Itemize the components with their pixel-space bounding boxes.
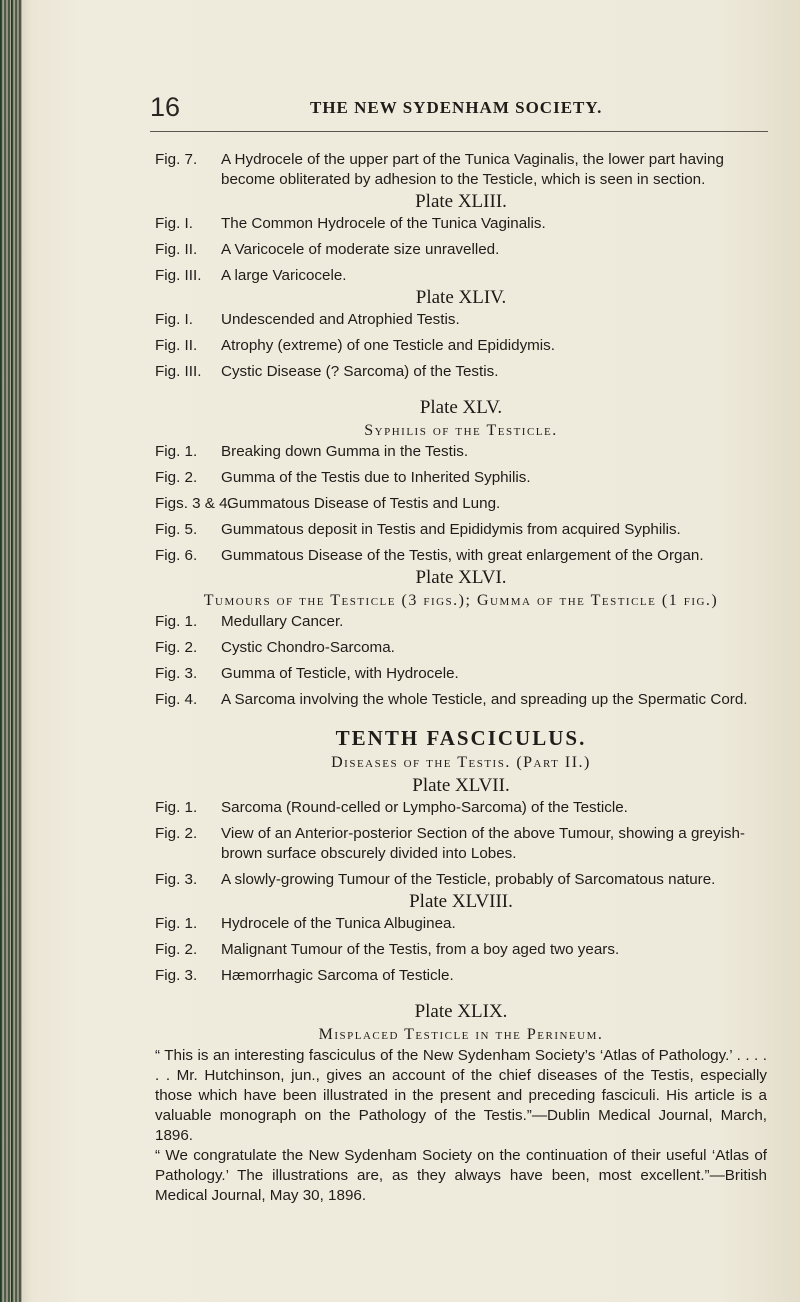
figure-entry <box>155 442 767 462</box>
figure-caption: A slowly-growing Tumour of the Testicle, probably of Sarcomatous nature. <box>221 871 716 888</box>
figure-label: Fig. I. <box>155 215 193 232</box>
figure-caption: Gummatous deposit in Testis and Epididymis from acquired Syphilis. <box>221 521 681 538</box>
figure-caption: A Varicocele of moderate size unravelled. <box>221 241 500 258</box>
figure-caption: A Sarcoma involving the whole Testicle, and spreading up the Spermatic Cord. <box>221 691 748 708</box>
figure-caption: Gummatous Disease of the Testis, with great enlargement of the Organ. <box>221 547 704 564</box>
figure-entry <box>155 362 767 382</box>
plate-heading: Plate XLVII. <box>412 775 510 796</box>
figure-entry <box>155 940 767 960</box>
figure-label: Fig. 1. <box>155 443 198 460</box>
figure-label: Fig. 4. <box>155 691 198 708</box>
figure-caption: Gumma of the Testis due to Inherited Syphilis. <box>221 469 531 486</box>
figure-entry <box>155 546 767 566</box>
figure-label: Fig. III. <box>155 267 202 284</box>
plate-heading: Plate XLVI. <box>415 567 507 588</box>
figure-entry <box>155 612 767 632</box>
figure-label: Fig. 6. <box>155 547 198 564</box>
figure-label: Fig. III. <box>155 363 202 380</box>
section-heading: Diseases of the Testis. (Part II.) <box>331 754 591 771</box>
figure-entry <box>155 310 767 330</box>
plate-heading: Plate XLIII. <box>415 191 507 212</box>
figure-label: Fig. 2. <box>155 639 198 656</box>
figure-entry <box>155 240 767 260</box>
figure-caption: Breaking down Gumma in the Testis. <box>221 443 469 460</box>
figure-caption: Atrophy (extreme) of one Testicle and Epididymis. <box>221 337 555 354</box>
figure-entry <box>155 468 767 488</box>
figure-label: Figs. 3 & 4. <box>155 495 232 512</box>
figure-label: Fig. 7. <box>155 151 198 168</box>
review-quote: “ This is an interesting fasciculus of the New Sydenham Society’s ‘Atlas of Pathology.’ . . . . . . Mr. Hutchinson, jun., gives an account of the chief diseases of the Testis, especially those which have been illustrated in the present and preceding fasciculi. His article is a valuable monograph on the Pathology of the Testis.”—Dublin Medical Journal, March, 1896. <box>155 1047 767 1144</box>
book-spine <box>0 0 22 1302</box>
figure-label: Fig. II. <box>155 241 198 258</box>
figure-label: Fig. 1. <box>155 613 198 630</box>
figure-label: Fig. II. <box>155 337 198 354</box>
figure-label: Fig. 2. <box>155 941 198 958</box>
figure-entry <box>155 638 767 658</box>
page-number: 16 <box>150 92 181 122</box>
figure-label: Fig. 3. <box>155 665 198 682</box>
fasciculus-title: TENTH FASCICULUS. <box>335 726 587 750</box>
figure-label: Fig. 2. <box>155 469 198 486</box>
plate-heading: Plate XLIX. <box>414 1001 508 1022</box>
figure-caption: Undescended and Atrophied Testis. <box>221 311 460 328</box>
page-header <box>150 92 770 122</box>
figure-caption: A Hydrocele of the upper part of the Tunica Vaginalis, the lower part having become obliterated by adhesion to the Testicle, which is seen in section. <box>221 151 724 188</box>
running-head: THE NEW SYDENHAM SOCIETY. <box>310 98 603 117</box>
figure-label: Fig. I. <box>155 311 193 328</box>
figure-caption: Cystic Disease (? Sarcoma) of the Testis. <box>221 363 499 380</box>
figure-label: Fig. 3. <box>155 871 198 888</box>
figure-entry <box>155 150 767 190</box>
figure-entry <box>155 664 767 684</box>
figure-entry <box>155 798 767 818</box>
figure-label: Fig. 1. <box>155 915 198 932</box>
header-rule <box>150 131 768 132</box>
plate-heading: Plate XLVIII. <box>409 891 513 912</box>
figure-entry <box>155 690 767 710</box>
figure-entry <box>155 966 767 986</box>
section-heading: Tumours of the Testicle (3 figs.); Gumma of the Testicle (1 fig.) <box>203 592 719 609</box>
figure-entry <box>155 336 767 356</box>
figure-entry <box>155 870 767 890</box>
figure-entry <box>155 914 767 934</box>
review-quote: “ We congratulate the New Sydenham Society on the continuation of their useful ‘Atlas of Pathology.’ The illustrations are, as they always have been, most excellent.”—British Medical Journal, May 30, 1896. <box>155 1147 767 1204</box>
figure-caption: Cystic Chondro-Sarcoma. <box>221 639 395 656</box>
plate-heading: Plate XLIV. <box>415 287 507 308</box>
section-heading: Syphilis of the Testicle. <box>364 422 558 439</box>
figure-entry <box>155 266 767 286</box>
figure-label: Fig. 2. <box>155 825 198 842</box>
figure-caption: Sarcoma (Round-celled or Lympho-Sarcoma) of the Testicle. <box>221 799 628 816</box>
figure-label: Fig. 5. <box>155 521 198 538</box>
figure-label: Fig. 3. <box>155 967 198 984</box>
figure-entry <box>155 214 767 234</box>
figure-entry <box>155 824 767 864</box>
figure-caption: Gummatous Disease of Testis and Lung. <box>227 495 501 512</box>
figure-entry <box>155 520 767 540</box>
figure-label: Fig. 1. <box>155 799 198 816</box>
figure-caption: View of an Anterior-posterior Section of the above Tumour, showing a greyish-brown surface obscurely divided into Lobes. <box>221 825 745 862</box>
figure-caption: Hæmorrhagic Sarcoma of Testicle. <box>221 967 454 984</box>
figure-caption: A large Varicocele. <box>221 267 347 284</box>
page-body <box>155 150 767 1206</box>
figure-caption: Hydrocele of the Tunica Albuginea. <box>221 915 456 932</box>
figure-caption: Gumma of Testicle, with Hydrocele. <box>221 665 459 682</box>
figure-caption: The Common Hydrocele of the Tunica Vaginalis. <box>221 215 546 232</box>
figure-caption: Malignant Tumour of the Testis, from a boy aged two years. <box>221 941 620 958</box>
section-heading: Misplaced Testicle in the Perineum. <box>318 1026 604 1043</box>
figure-caption: Medullary Cancer. <box>221 613 344 630</box>
plate-heading: Plate XLV. <box>419 397 503 418</box>
figure-entry <box>155 494 767 514</box>
